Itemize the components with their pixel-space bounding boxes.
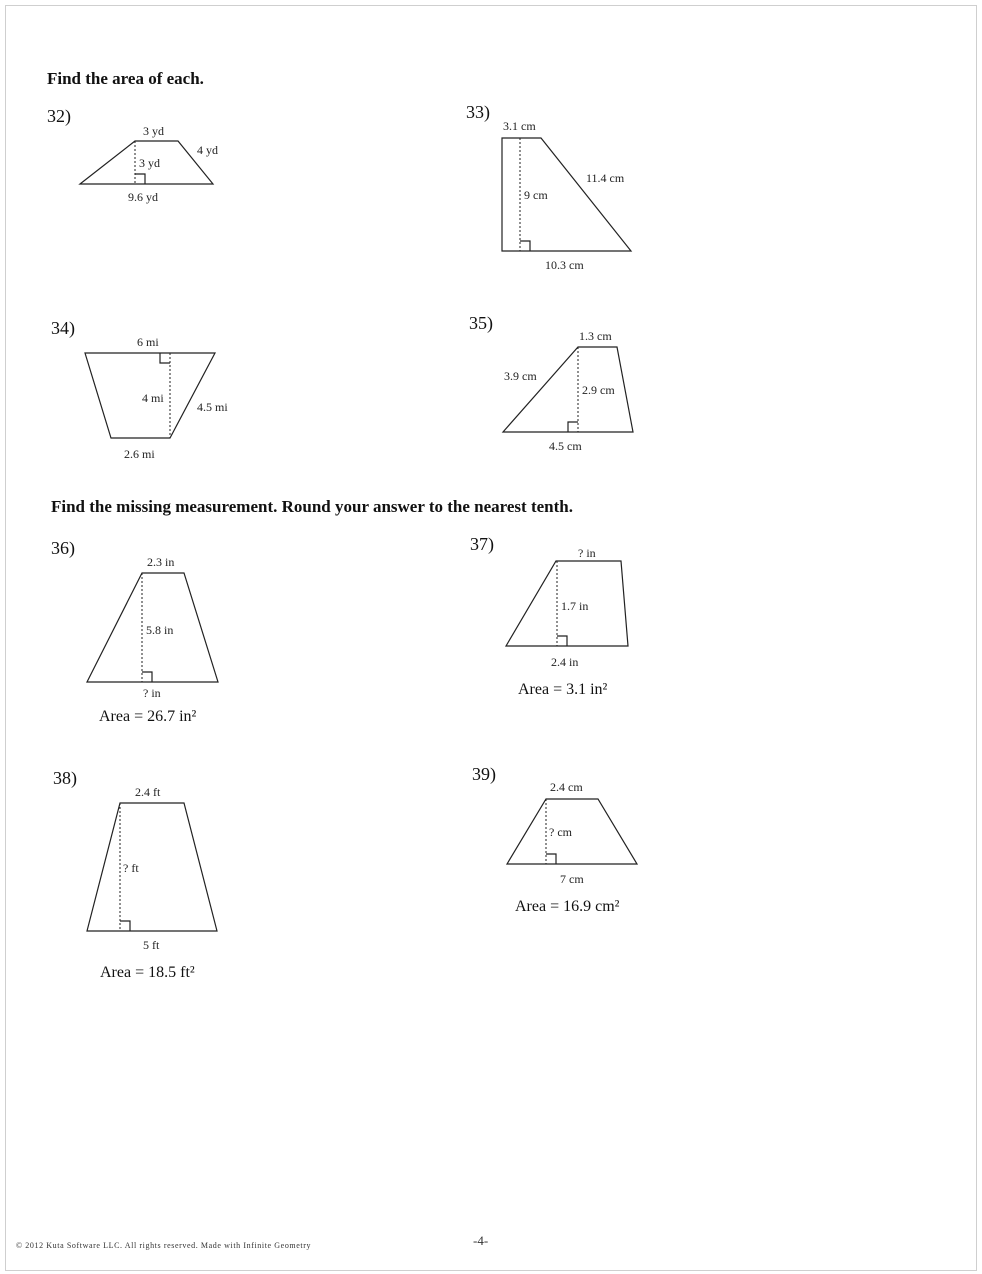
trapezoid-37-height-label: 1.7 in [561,599,589,613]
trapezoid-33-height-label: 9 cm [524,188,548,202]
trapezoid-33 [502,119,631,272]
trapezoid-33-bottom-label: 10.3 cm [545,258,584,272]
trapezoid-34 [85,335,228,461]
footer-copyright: © 2012 Kuta Software LLC. All rights reserved. Made with Infinite Geometry [16,1241,312,1250]
problem-number-33: 33) [466,102,490,122]
trapezoid-39 [507,780,637,886]
trapezoid-36-height-label: 5.8 in [146,623,174,637]
trapezoid-32 [80,124,218,204]
problem-number-38: 38) [53,768,77,788]
trapezoid-35 [503,329,633,453]
trapezoid-35-right-angle [568,422,578,432]
problem-number-35: 35) [469,313,493,333]
trapezoid-36 [87,555,218,700]
trapezoid-38-top-label: 2.4 ft [135,785,161,799]
trapezoid-34-top-label: 6 mi [137,335,159,349]
problem-number-39: 39) [472,764,496,784]
trapezoid-36-right-angle [142,672,152,682]
trapezoid-32-height-label: 3 yd [139,156,160,170]
trapezoid-39-right-angle [546,854,556,864]
problem-number-34: 34) [51,318,75,338]
trapezoid-39-shape [507,799,637,864]
trapezoid-38 [87,785,217,952]
trapezoid-34-side-label: 4.5 mi [197,400,228,414]
trapezoid-38-shape [87,803,217,931]
trapezoid-32-top-label: 3 yd [143,124,164,138]
trapezoid-37-bottom-label: 2.4 in [551,655,579,669]
trapezoid-32-side-label: 4 yd [197,143,218,157]
trapezoid-35-bottom-label: 4.5 cm [549,439,582,453]
area-38: Area = 18.5 ft² [100,964,195,981]
trapezoid-36-top-label: 2.3 in [147,555,175,569]
trapezoid-35-side-label: 3.9 cm [504,369,537,383]
problem-number-32: 32) [47,106,71,126]
trapezoid-38-right-angle [120,921,130,931]
trapezoid-35-top-label: 1.3 cm [579,329,612,343]
section-heading-missing: Find the missing measurement. Round your answer to the nearest tenth. [51,497,573,516]
section-heading-area: Find the area of each. [47,69,204,88]
trapezoid-33-right-angle [520,241,530,251]
trapezoid-37-right-angle [557,636,567,646]
trapezoid-37-top-label: ? in [578,546,596,560]
trapezoid-35-height-label: 2.9 cm [582,383,615,397]
trapezoid-33-top-label: 3.1 cm [503,119,536,133]
trapezoid-33-shape [502,138,631,251]
trapezoid-38-height-label: ? ft [123,861,139,875]
trapezoid-36-bottom-label: ? in [143,686,161,700]
trapezoid-32-bottom-label: 9.6 yd [128,190,158,204]
problem-number-36: 36) [51,538,75,558]
area-39: Area = 16.9 cm² [515,898,620,915]
trapezoid-38-bottom-label: 5 ft [143,938,160,952]
page-number: -4- [473,1233,489,1248]
problem-number-37: 37) [470,534,494,554]
trapezoid-39-top-label: 2.4 cm [550,780,583,794]
area-37: Area = 3.1 in² [518,681,608,698]
trapezoid-37 [506,546,628,669]
trapezoid-39-bottom-label: 7 cm [560,872,584,886]
trapezoid-33-side-label: 11.4 cm [586,171,625,185]
area-36: Area = 26.7 in² [99,708,197,725]
trapezoid-39-height-label: ? cm [549,825,572,839]
trapezoid-34-bottom-label: 2.6 mi [124,447,155,461]
trapezoid-32-right-angle [135,174,145,184]
trapezoid-34-right-angle [160,353,170,363]
trapezoid-34-height-label: 4 mi [142,391,164,405]
